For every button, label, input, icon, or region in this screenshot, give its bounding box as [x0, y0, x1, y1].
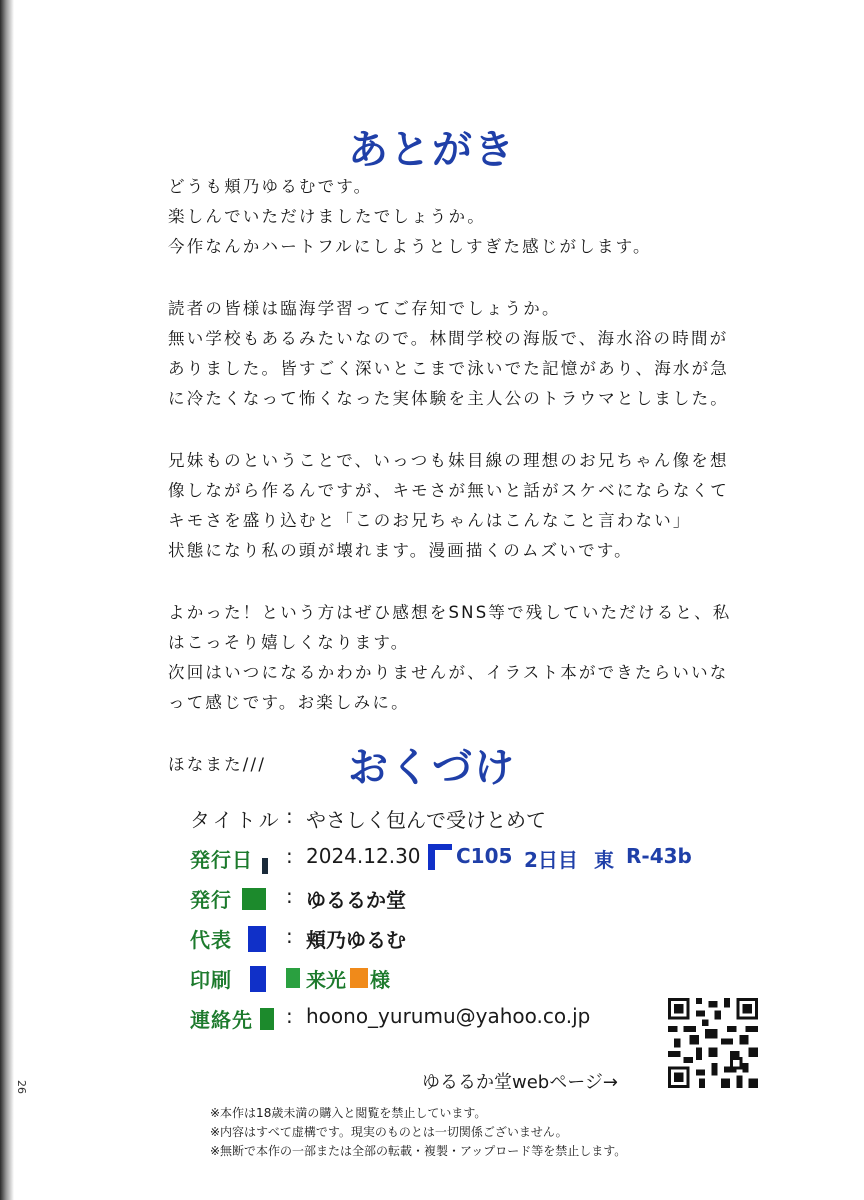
afterword-line: 状態になり私の頭が壊れます。漫画描くのムズいです。: [168, 541, 633, 560]
afterword-title: あとがき: [348, 127, 516, 173]
marker-flag-pole: [428, 844, 435, 870]
notice-line: ※内容はすべて虚構です。現実のものとは一切関係ございません。: [210, 1125, 568, 1139]
afterword-body: [168, 172, 732, 780]
afterword-line: ほなまた///: [168, 755, 267, 774]
contact-label: 連絡先: [190, 1008, 253, 1032]
colophon-table: [190, 800, 750, 1040]
qr-code-icon[interactable]: [668, 998, 758, 1088]
afterword-line: 今作なんかハートフルにしようとしすぎた感じがします。: [168, 237, 652, 256]
contact-value: hoono_yurumu@yahoo.co.jp: [306, 1004, 591, 1028]
colophon-row-publisher: [190, 880, 750, 920]
page-edge-shadow: [0, 0, 14, 1200]
notices: [210, 1104, 626, 1161]
web-page-link[interactable]: ゆるるか堂webページ→: [422, 1072, 618, 1093]
afterword-line: 兄妹ものということで、いっつも妹目線の理想のお兄ちゃん像を想: [168, 451, 729, 470]
marker-square: [242, 888, 266, 910]
colophon-row-title: [190, 800, 750, 840]
marker-square: [250, 966, 266, 992]
afterword-line: に冷たくなって怖くなった実体験を主人公のトラウマとしました。: [168, 389, 729, 408]
page-number: 26: [15, 1080, 28, 1094]
afterword-line: 読者の皆様は臨海学習ってご存知でしょうか。: [168, 299, 561, 318]
print-suffix: 様: [370, 968, 390, 992]
event-name: C105: [456, 844, 513, 868]
notice-line: ※無断で本作の一部または全部の転載・複製・アップロード等を禁止します。: [210, 1144, 627, 1158]
paragraph-gap: [168, 414, 728, 446]
colophon-row-print: [190, 960, 750, 1000]
colon: :: [286, 844, 293, 868]
colon: :: [286, 1004, 293, 1028]
publisher-label: 発行: [190, 888, 232, 912]
afterword-line: 無い学校もあるみたいなので。林間学校の海版で、海水浴の時間が: [168, 329, 729, 348]
colophon-row-contact: [190, 1000, 750, 1040]
marker-orange: [350, 968, 368, 988]
rep-value: 頬乃ゆるむ: [306, 928, 406, 952]
marker-square: [248, 926, 266, 952]
rep-label: 代表: [190, 928, 232, 952]
notice-line: ※本作は18歳未満の購入と閲覧を禁止しています。: [210, 1106, 487, 1120]
afterword-line: って感じです。お楽しみに。: [168, 693, 410, 712]
afterword-line: ありました。皆すごく深いとこまで泳いでた記憶があり、海水が急: [168, 359, 729, 378]
paragraph-gap: [168, 262, 728, 294]
paragraph-gap: [168, 566, 728, 598]
afterword-line: 次回はいつになるかわかりませんが、イラスト本ができたらいいな: [168, 663, 729, 682]
marker-square: [260, 1008, 274, 1030]
marker-green: [286, 968, 300, 988]
afterword-line: 楽しんでいただけましたでしょうか。: [168, 207, 486, 226]
colophon-row-date: [190, 840, 750, 880]
colophon-row-rep: [190, 920, 750, 960]
print-value: 来光: [306, 968, 346, 992]
afterword-line: キモさを盛り込むと「このお兄ちゃんはこんなこと言わない」: [168, 511, 692, 530]
colon: :: [286, 884, 293, 908]
marker-tick: [262, 858, 268, 874]
colophon-title: おくづけ: [348, 745, 516, 791]
afterword-line: どうも頬乃ゆるむです。: [168, 177, 373, 196]
title-label: タイトル: [190, 808, 282, 832]
event-space: R-43b: [626, 844, 692, 868]
date-value: 2024.12.30: [306, 844, 421, 868]
event-hall: 東: [594, 848, 614, 872]
title-value: やさしく包んで受けとめて: [306, 808, 546, 832]
colon: :: [286, 924, 293, 948]
event-day: 2日目: [524, 848, 578, 872]
date-label: 発行日: [190, 848, 253, 872]
afterword-line: よかった！という方はぜひ感想をSNS等で残していただけると、私: [168, 603, 732, 622]
colon: :: [286, 804, 293, 828]
print-label: 印刷: [190, 968, 232, 992]
afterword-line: 像しながら作るんですが、キモさが無いと話がスケベにならなくて: [168, 481, 729, 500]
afterword-line: はこっそり嬉しくなります。: [168, 633, 410, 652]
publisher-value: ゆるるか堂: [306, 888, 406, 912]
